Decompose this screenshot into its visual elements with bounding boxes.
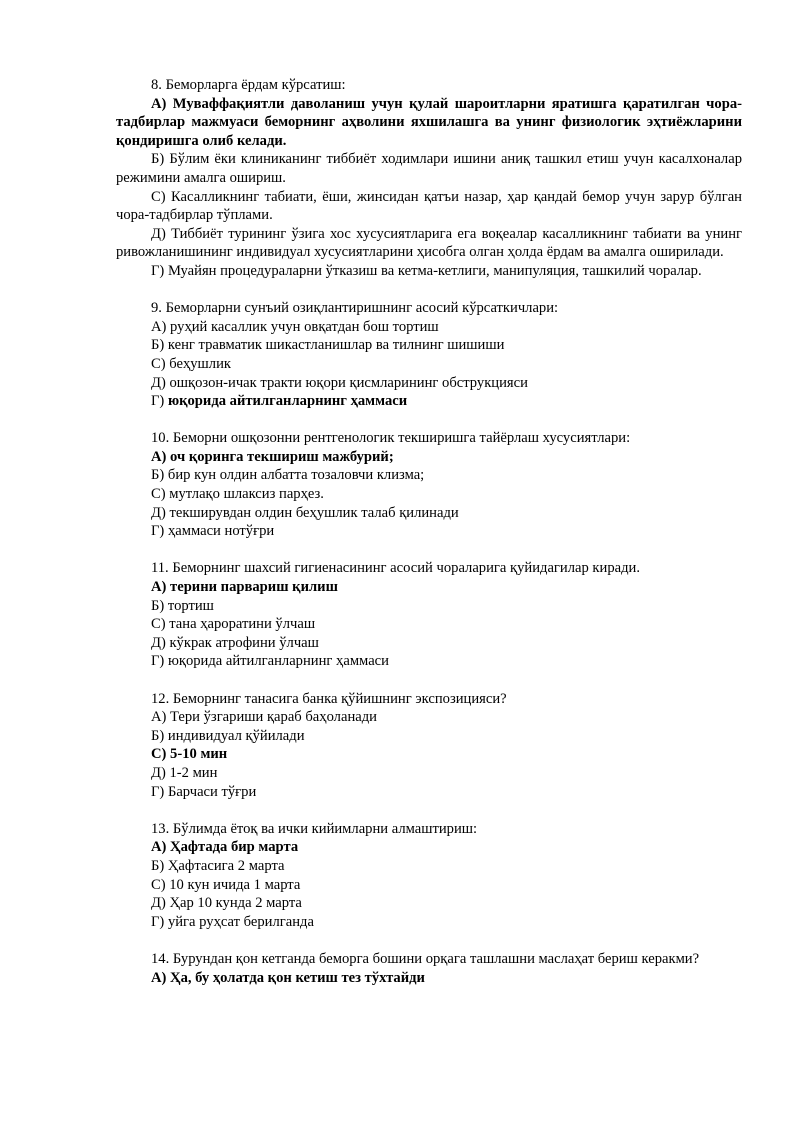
question-text: 12. Беморнинг танасига банка қўйишнинг экспозицияси? [151,690,507,707]
answer-option: Д) Тиббиёт турининг ўзига хос хусусиятларига ега воқеалар касалликнинг табиати ва унинг ривожланишининг индивидуал хусусиятларини ҳисобга олган ҳолда ёрдам ва амалга оширилади. [116,225,742,261]
question-10 [116,429,742,541]
answer-option: Б) индивидуал қўйилади [151,727,305,744]
answer-option: А) Тери ўзгариши қараб баҳоланади [151,709,377,726]
answer-option: Г) уйга руҳсат берилганда [151,913,314,930]
answer-option: Б) Ҳафтасига 2 марта [151,857,285,874]
answer-option: С) Касалликнинг табиати, ёши, жинсидан қатъи назар, ҳар қандай бемор учун зарур бўлган чора-тадбирлар тўплами. [116,188,742,224]
answer-option-correct: Г) юқорида айтилганларнинг ҳаммаси [151,393,408,410]
answer-option: Д) ошқозон-ичак тракти юқори қисмларининг обструкцияси [151,374,528,391]
question-9 [116,299,742,411]
question-text: 14. Бурундан қон кетганда беморга бошини орқага ташлашни маслаҳат бериш керакми? [151,950,700,967]
answer-option-correct: С) 5-10 мин [151,746,228,763]
answer-option: Г) Муайян процедураларни ўтказиш ва кетма-кетлиги, манипуляция, ташкилий чоралар. [151,262,702,279]
answer-option: Б) Бўлим ёки клиниканинг тиббиёт ходимлари ишини аниқ ташкил етиш учун касалхоналар режимини амалга ошириш. [116,151,742,186]
answer-option: А) руҳий касаллик учун овқатдан бош тортиш [151,318,439,335]
answer-option-correct: А) Ҳа, бу ҳолатда қон кетиш тез тўхтайди [151,969,425,986]
answer-option: С) 10 кун ичида 1 марта [151,876,301,893]
document-page [116,76,742,987]
question-text: 10. Беморни ошқозонни рентгенологик текширишга тайёрлаш хусусиятлари: [151,430,631,447]
answer-option: С) беҳушлик [151,355,231,372]
question-text: 9. Беморларни сунъий озиқлантиришнинг асосий кўрсаткичлари: [151,300,559,317]
answer-option: Г) ҳаммаси нотўғри [151,523,275,540]
question-text: 13. Бўлимда ётоқ ва ички кийимларни алмаштириш: [151,820,478,837]
question-14 [116,950,742,987]
answer-option: Б) тортиш [151,597,214,614]
answer-option-correct: А) Муваффақиятли даволаниш учун қулай шароитларни яратишга қаратилган чора-тадбирлар мажмуаси беморнинг аҳволини яхшилашга ва унинг физиологик эҳтиёжларини қондиришга олиб келади. [116,95,742,149]
answer-option: С) тана ҳароратини ўлчаш [151,616,316,633]
answer-option-correct: А) Ҳафтада бир марта [151,839,299,856]
question-11 [116,559,742,671]
answer-option: Б) кенг травматик шикастланишлар ва тилнинг шишиши [151,337,505,354]
answer-option: Д) кўкрак атрофини ўлчаш [151,634,319,651]
answer-option: Д) 1-2 мин [151,764,218,781]
question-8 [116,76,742,281]
answer-option-correct: А) терини парвариш қилиш [151,579,338,596]
question-13 [116,820,742,932]
answer-option: Д) Ҳар 10 кунда 2 марта [151,895,302,912]
question-text: 11. Беморнинг шахсий гигиенасининг асосий чораларига қуйидагилар киради. [151,560,640,577]
answer-option: Г) Барчаси тўғри [151,783,257,800]
answer-option: Д) текширувдан олдин беҳушлик талаб қилинади [151,504,459,521]
answer-option: Г) юқорида айтилганларнинг ҳаммаси [151,653,389,670]
question-12 [116,690,742,802]
answer-option: С) мутлақо шлаксиз парҳез. [151,486,324,503]
question-text: 8. Беморларга ёрдам кўрсатиш: [151,77,346,93]
answer-option-correct-text: юқорида айтилганларнинг ҳаммаси [167,393,408,410]
answer-option: Б) бир кун олдин албатта тозаловчи клизма; [151,467,425,484]
answer-option-correct: А) оч қоринга текшириш мажбурий; [151,448,394,465]
